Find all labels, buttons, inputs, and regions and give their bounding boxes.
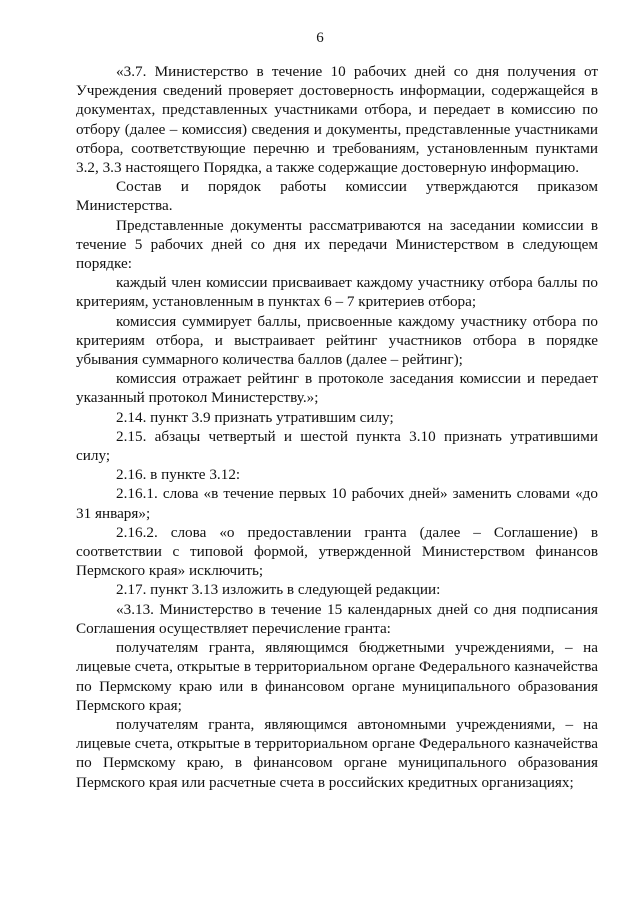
paragraph-2-16-2: 2.16.2. слова «о предоставлении гранта (далее – Соглашение) в соответствии с типовой формой, утвержденной Министерством финансов Пермского края» исключить; xyxy=(76,523,598,580)
paragraph-rating: комиссия суммирует баллы, присвоенные каждому участнику отбора по критериям отбора, и выстраивает рейтинг участников отбора в порядке убывания суммарного количества баллов (далее – рейтинг); xyxy=(76,312,598,369)
document-body xyxy=(76,62,598,792)
paragraph-2-14: 2.14. пункт 3.9 признать утратившим силу; xyxy=(116,408,394,426)
paragraph-2-15: 2.15. абзацы четвертый и шестой пункта 3.10 признать утратившими силу; xyxy=(76,427,598,465)
paragraph-member-scoring: каждый член комиссии присваивает каждому участнику отбора баллы по критериям, установленным в пунктах 6 – 7 критериев отбора; xyxy=(76,274,598,311)
page-number: 6 xyxy=(316,30,324,46)
paragraph-2-16-1: 2.16.1. слова «в течение первых 10 рабочих дней» заменить словами «до 31 января»; xyxy=(76,485,598,522)
paragraph-budget-institutions: получателям гранта, являющимся бюджетными учреждениями, – на лицевые счета, открытые в территориальном органе Федерального казначейства по Пермскому краю или в финансовом органе муниципального образования Пермского края; xyxy=(76,639,598,714)
paragraph-protocol: комиссия отражает рейтинг в протоколе заседания комиссии и передает указанный протокол Министерству.»; xyxy=(76,370,598,407)
paragraph-autonomous-institutions: получателям гранта, являющимся автономными учреждениями, – на лицевые счета, открытые в территориальном органе Федерального казначейства по Пермскому краю, в финансовом органе муниципального образования Пермского края или расчетные счета в российских кредитных организациях; xyxy=(76,715,598,791)
paragraph-review-procedure: Представленные документы рассматриваются на заседании комиссии в течение 5 рабочих дней со дня их передачи Министерством в следующем порядке: xyxy=(76,216,598,273)
paragraph-3-13: «3.13. Министерство в течение 15 календарных дней со дня подписания Соглашения осуществляет перечисление гранта: xyxy=(76,600,598,637)
paragraph-commission-composition: Состав и порядок работы комиссии утверждаются приказом Министерства. xyxy=(76,178,598,215)
paragraph-2-17: 2.17. пункт 3.13 изложить в следующей редакции: xyxy=(116,581,441,599)
paragraph-2-16: 2.16. в пункте 3.12: xyxy=(116,466,241,484)
paragraph-3-7: «3.7. Министерство в течение 10 рабочих дней со дня получения от Учреждения сведений проверяет достоверность информации, содержащейся в документах, представленных участниками отбора, и передает в комиссию по отбору (далее – комиссия) сведения и документы, представленные участниками отбора, соответствующие перечню и требованиям, установленным пунктами 3.2, 3.3 настоящего Порядка, а также содержащие достоверную информацию. xyxy=(76,63,598,177)
